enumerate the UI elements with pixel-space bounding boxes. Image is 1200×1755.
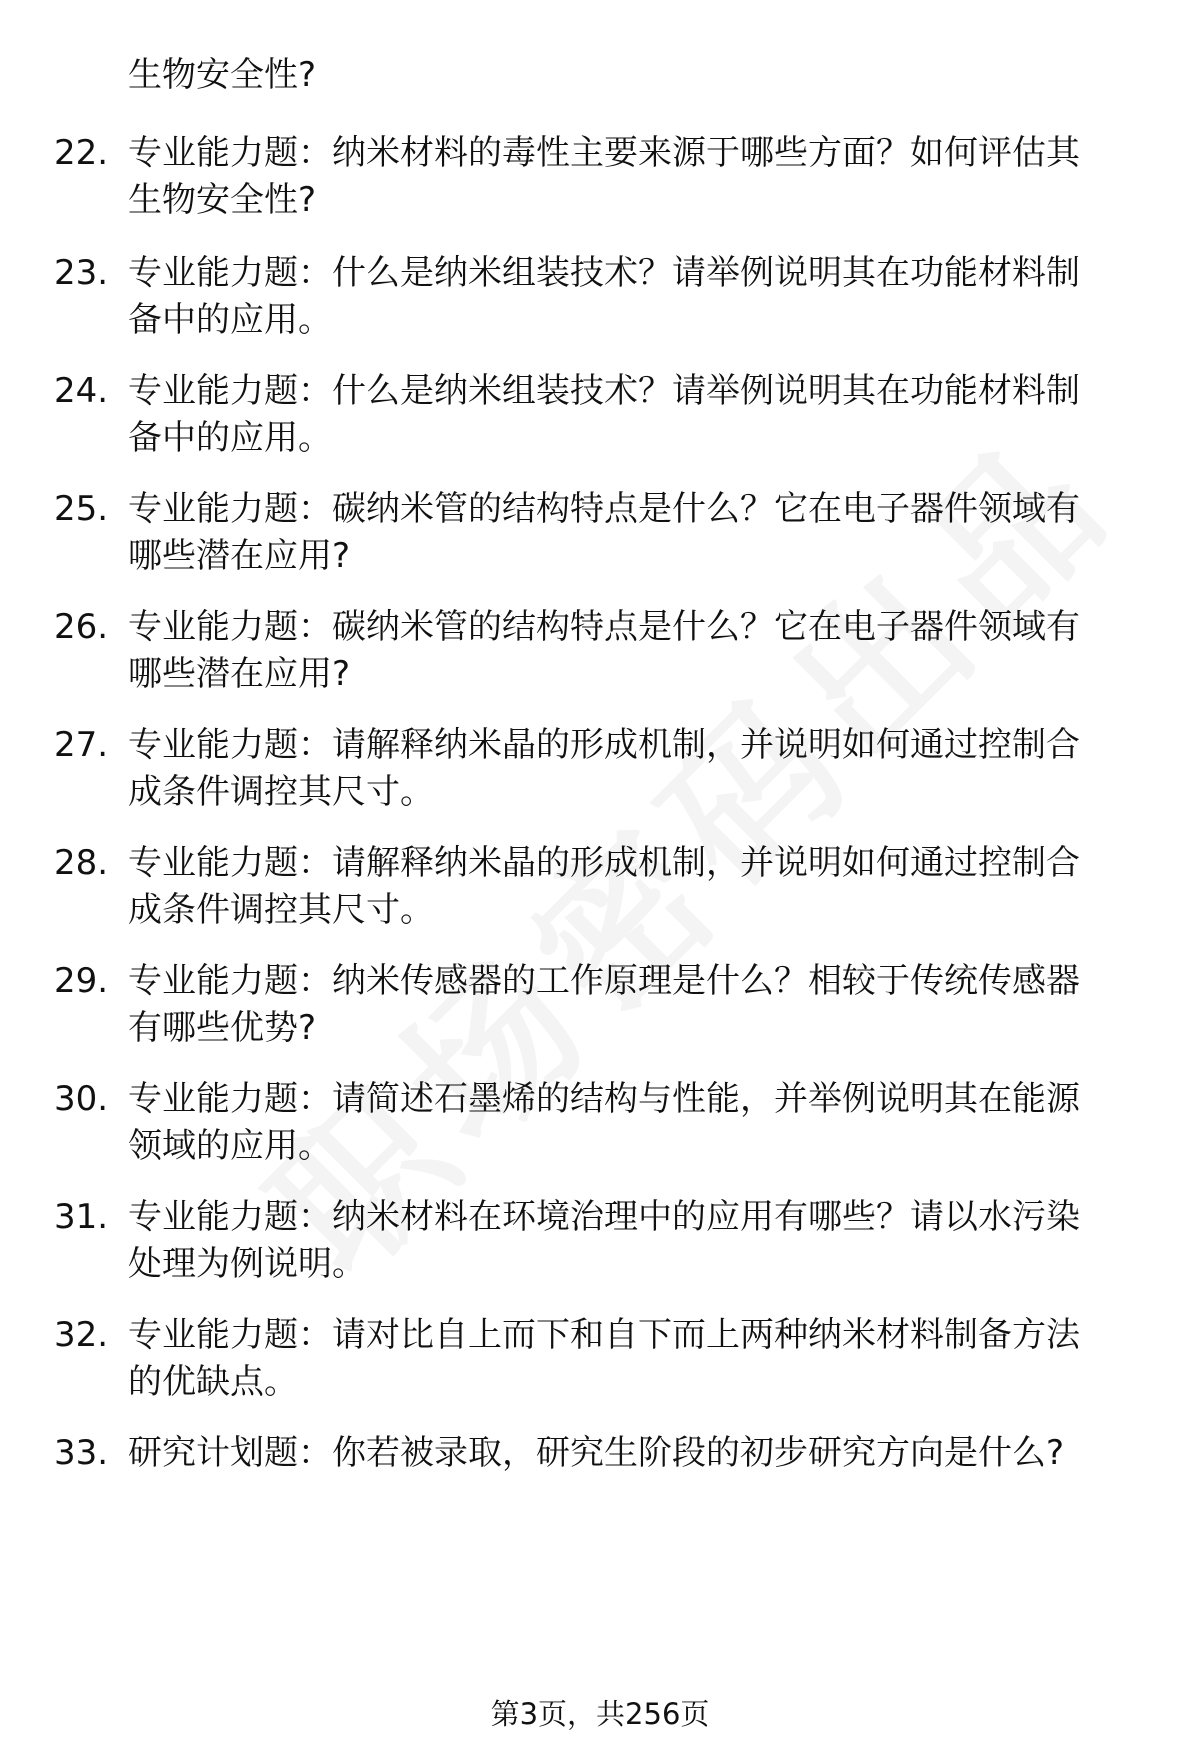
question-number: 23. [54,253,109,293]
question-line: 专业能力题：纳米材料的毒性主要来源于哪些方面？如何评估其 [128,133,1080,173]
question-text [128,958,1138,1052]
question-line: 研究计划题：你若被录取，研究生阶段的初步研究方向是什么? [128,1433,1065,1473]
question-line: 生物安全性? [128,55,317,95]
question-line: 备中的应用。 [128,300,332,340]
question-line: 生物安全性? [128,180,317,220]
question-line: 专业能力题：碳纳米管的结构特点是什么？它在电子器件领域有 [128,489,1080,529]
question-text [128,1194,1138,1288]
question-line: 哪些潜在应用? [128,654,351,694]
question-text [128,1076,1138,1170]
question-line: 专业能力题：请对比自上而下和自下而上两种纳米材料制备方法 [128,1315,1080,1355]
question-line: 成条件调控其尺寸。 [128,772,434,812]
question-number: 25. [54,489,109,529]
question-line: 专业能力题：什么是纳米组装技术？请举例说明其在功能材料制 [128,371,1080,411]
question-number: 27. [54,725,109,765]
question-line: 专业能力题：请简述石墨烯的结构与性能，并举例说明其在能源 [128,1079,1080,1119]
question-text [128,368,1138,462]
question-text [128,1430,1138,1477]
page-footer: 第3页，共256页 [490,1697,710,1731]
question-number: 31. [54,1197,109,1237]
question-line: 专业能力题：纳米材料在环境治理中的应用有哪些？请以水污染 [128,1197,1080,1237]
question-number: 26. [54,607,109,647]
question-line: 专业能力题：请解释纳米晶的形成机制，并说明如何通过控制合 [128,843,1080,883]
question-line: 成条件调控其尺寸。 [128,890,434,930]
question-line: 专业能力题：什么是纳米组装技术？请举例说明其在功能材料制 [128,253,1080,293]
question-number: 29. [54,961,109,1001]
question-line: 专业能力题：碳纳米管的结构特点是什么？它在电子器件领域有 [128,607,1080,647]
question-line: 专业能力题：纳米传感器的工作原理是什么？相较于传统传感器 [128,961,1080,1001]
question-line: 的优缺点。 [128,1362,298,1402]
question-text [128,1312,1138,1406]
question-number: 30. [54,1079,109,1119]
question-line: 处理为例说明。 [128,1244,366,1284]
question-line: 专业能力题：请解释纳米晶的形成机制，并说明如何通过控制合 [128,725,1080,765]
question-text [128,604,1138,698]
question-text [128,130,1138,224]
question-number: 22. [54,133,109,173]
question-number: 32. [54,1315,109,1355]
question-text [128,840,1138,934]
question-number: 33. [54,1433,109,1473]
question-text [128,722,1138,816]
question-text [128,250,1138,344]
question-text [128,486,1138,580]
question-line: 有哪些优势? [128,1008,317,1048]
question-number: 24. [54,371,109,411]
question-text [128,52,1138,99]
question-line: 备中的应用。 [128,418,332,458]
question-line: 哪些潜在应用? [128,536,351,576]
question-number: 28. [54,843,109,883]
question-line: 领域的应用。 [128,1126,332,1166]
